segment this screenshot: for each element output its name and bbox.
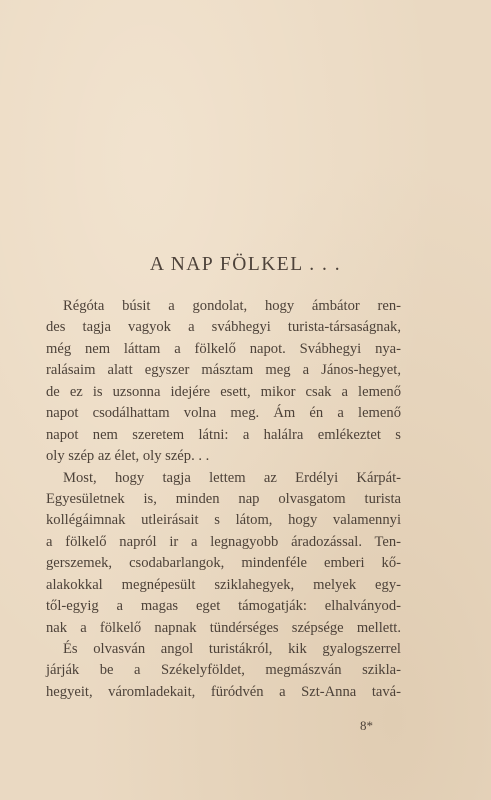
text-line: nak a fölkelő napnak tündérséges szépsége mellett.	[46, 619, 401, 636]
text-line: a fölkelő napról ir a legnagyobb áradozással. Ten-	[46, 533, 401, 550]
text-line: napot nem szeretem látni: a halálra emlékeztet s	[46, 426, 401, 443]
text-line: Egyesületnek is, minden nap olvasgatom turista	[46, 490, 401, 507]
text-line: És olvasván angol turistákról, kik gyalogszerrel	[63, 641, 401, 657]
text-line: napot csodálhattam volna meg. Ám én a lemenő	[46, 405, 401, 422]
page-number: 8*	[360, 718, 373, 733]
text-line: des tagja vagyok a svábhegyi turista-társaságnak,	[46, 319, 401, 336]
text-line: alakokkal megnépesült sziklahegyek, melyek egy-	[46, 576, 401, 593]
text-line: még nem láttam a fölkelő napot. Svábhegyi nya-	[46, 340, 401, 357]
text-line: ralásaim alatt egyszer másztam meg a János-hegyet,	[46, 362, 401, 379]
text-line: hegyeit, váromladekait, füródvén a Szt-Anna tavá-	[46, 683, 401, 700]
text-line: oly szép az élet, oly szép. . .	[46, 448, 210, 465]
body-text	[46, 296, 401, 703]
text-line: től-egyig a magas eget támogatják: elhalványod-	[46, 598, 401, 615]
text-line: kollégáimnak utleirásait s látom, hogy valamennyi	[46, 512, 401, 529]
text-line: Régóta búsit a gondolat, hogy ámbátor ren-	[63, 298, 401, 314]
chapter-title: A NAP FÖLKEL . . .	[149, 254, 342, 275]
text-line: de ez is uzsonna idejére esett, mikor csak a lemenő	[46, 383, 401, 400]
text-line: Most, hogy tagja lettem az Erdélyi Kárpát-	[63, 469, 401, 486]
text-line: gerszemek, csodabarlangok, mindenféle emberi kő-	[46, 555, 401, 572]
text-line: járják be a Székelyföldet, megmászván szikla-	[46, 662, 401, 679]
